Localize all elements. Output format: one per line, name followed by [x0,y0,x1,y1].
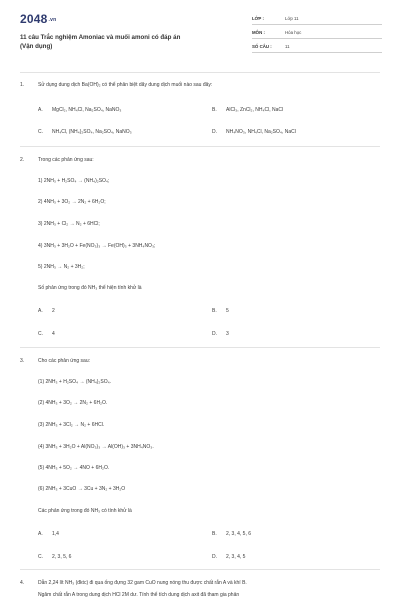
question-note: Các phản ứng trong đó NH₃ có tính khử là [38,508,132,514]
reaction-4: 4) 3NH₃ + 3H₂O + Fe(NO₃)₃ → Fe(OH)₃ + 3NH₄NO₃; [38,243,156,249]
question-number: 2. [20,157,25,163]
question-note: Số phản ứng trong đó NH₃ thể hiện tính khử là [38,285,142,291]
page-header: 2048.vn 11 câu Trắc nghiệm Amoniac và muối amoni có đáp án (Vận dụng) LỚP : Lớp 11 MÔN : Hóa học SỐ CÂU : 11 [0,0,400,60]
question-separator [20,146,380,147]
reaction-1: 1) 2NH₃ + H₂SO₄ → (NH₄)₂SO₄; [38,178,110,184]
header-divider [20,72,380,73]
question-number: 1. [20,82,25,88]
question-stem: Cho các phản ứng sau: [38,358,90,364]
reaction-2: (2) 4NH₃ + 3O₂ → 2N₂ + 6H₂O. [38,400,108,406]
question-number: 3. [20,358,25,364]
reaction-5: 5) 2NH₃ → N₂ + 3H₂; [38,264,85,270]
question-separator [20,347,380,348]
site-logo[interactable]: 2048.vn [20,12,57,26]
reaction-1: (1) 2NH₃ + H₂SO₄ → (NH₄)₂SO₄. [38,379,112,385]
reaction-4: (4) 3NH₃ + 3H₂O + Al(NO₃)₃ → Al(OH)₃ + 3NH₄NO₃. [38,444,154,450]
reaction-3: 3) 2NH₃ + Cl₂ → N₂ + 6HCl; [38,221,100,227]
reaction-6: (6) 2NH₃ + 3CuO → 3Cu + 3N₂ + 3H₂O [38,486,126,492]
question-separator [20,569,380,570]
question-stem: Trong các phản ứng sau: [38,157,94,163]
document-title: 11 câu Trắc nghiệm Amoniac và muối amoni có đáp án (Vận dụng) [20,34,181,50]
question-number: 4. [20,580,25,586]
question-stem-continued: Ngâm chất rắn A trong dung dịch HCl 2M dư. Tính thể tích dung dịch axit đã tham gia phản [38,592,240,598]
reaction-2: 2) 4NH₃ + 3O₂ → 2N₂ + 6H₂O; [38,199,106,205]
question-stem: Sử dụng dung dịch Ba(OH)₂ có thể phân biệt dãy dung dịch muối nào sau đây: [38,82,213,88]
reaction-3: (3) 2NH₃ + 3Cl₂ → N₂ + 6HCl. [38,422,105,428]
question-stem: Dẫn 2,24 lít NH₃ (đktc) đi qua ống đựng 32 gam CuO nung nóng thu được chất rắn A và khí B. [38,580,247,586]
reaction-5: (5) 4NH₃ + 5O₂ → 4NO + 6H₂O. [38,465,110,471]
